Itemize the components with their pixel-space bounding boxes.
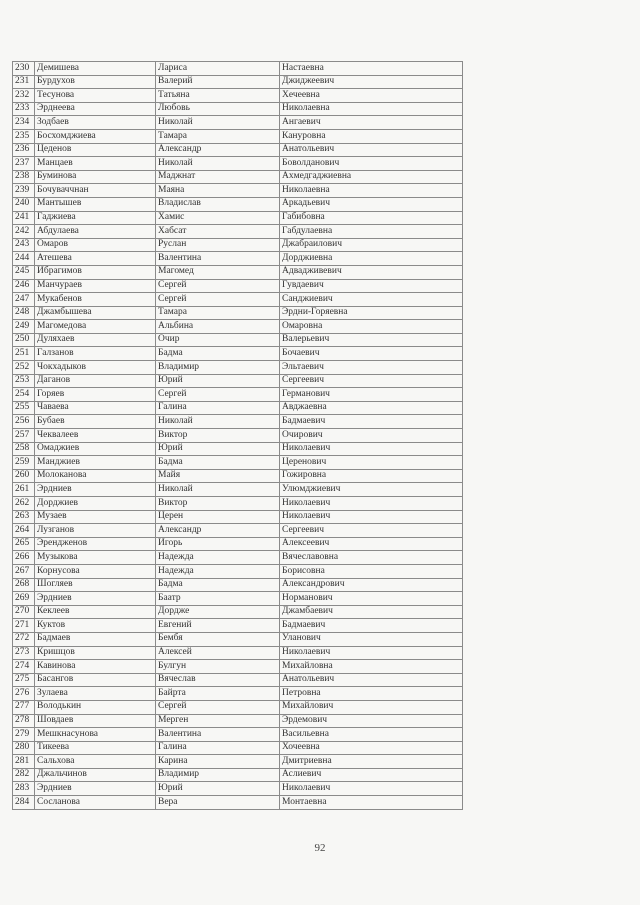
last-name-cell: Гаджиева (35, 211, 156, 225)
row-number-cell: 284 (13, 796, 35, 810)
last-name-cell: Кавинова (35, 660, 156, 674)
first-name-cell: Сергей (156, 293, 280, 307)
table-row (13, 605, 463, 619)
patronymic-cell: Николаевна (280, 102, 463, 116)
first-name-cell: Сергей (156, 700, 280, 714)
row-number-cell: 241 (13, 211, 35, 225)
row-number-cell: 259 (13, 456, 35, 470)
table-row (13, 75, 463, 89)
table-row (13, 673, 463, 687)
table-row (13, 320, 463, 334)
row-number-cell: 251 (13, 347, 35, 361)
patronymic-cell: Джамбаевич (280, 605, 463, 619)
patronymic-cell: Германович (280, 388, 463, 402)
last-name-cell: Чеквалеев (35, 429, 156, 443)
row-number-cell: 257 (13, 429, 35, 443)
table-row (13, 592, 463, 606)
last-name-cell: Омаджиев (35, 442, 156, 456)
patronymic-cell: Джиджеевич (280, 75, 463, 89)
patronymic-cell: Гожировна (280, 469, 463, 483)
first-name-cell: Владислав (156, 197, 280, 211)
first-name-cell: Юрий (156, 374, 280, 388)
row-number-cell: 268 (13, 578, 35, 592)
first-name-cell: Сергей (156, 279, 280, 293)
last-name-cell: Мукабенов (35, 293, 156, 307)
row-number-cell: 248 (13, 306, 35, 320)
patronymic-cell: Эрдемович (280, 714, 463, 728)
last-name-cell: Манчураев (35, 279, 156, 293)
first-name-cell: Бадма (156, 347, 280, 361)
first-name-cell: Тамара (156, 129, 280, 143)
table-row (13, 782, 463, 796)
table-row (13, 551, 463, 565)
table-row (13, 265, 463, 279)
last-name-cell: Босхомджиева (35, 129, 156, 143)
table-row (13, 768, 463, 782)
patronymic-cell: Гувдаевич (280, 279, 463, 293)
row-number-cell: 265 (13, 537, 35, 551)
last-name-cell: Володькин (35, 700, 156, 714)
last-name-cell: Бочуваччнан (35, 184, 156, 198)
first-name-cell: Баатр (156, 592, 280, 606)
patronymic-cell: Анатольевич (280, 143, 463, 157)
first-name-cell: Надежда (156, 564, 280, 578)
patronymic-cell: Настаевна (280, 62, 463, 76)
patronymic-cell: Церенович (280, 456, 463, 470)
table-row (13, 170, 463, 184)
last-name-cell: Эрдниев (35, 782, 156, 796)
last-name-cell: Эрдниев (35, 483, 156, 497)
patronymic-cell: Кануровна (280, 129, 463, 143)
last-name-cell: Магомедова (35, 320, 156, 334)
first-name-cell: Вера (156, 796, 280, 810)
last-name-cell: Кеклеев (35, 605, 156, 619)
table-row (13, 197, 463, 211)
first-name-cell: Руслан (156, 238, 280, 252)
first-name-cell: Любовь (156, 102, 280, 116)
patronymic-cell: Ахмедгаджиевна (280, 170, 463, 184)
patronymic-cell: Васильевна (280, 728, 463, 742)
table-row (13, 687, 463, 701)
last-name-cell: Горяев (35, 388, 156, 402)
patronymic-cell: Норманович (280, 592, 463, 606)
patronymic-cell: Николаевич (280, 497, 463, 511)
row-number-cell: 237 (13, 157, 35, 171)
first-name-cell: Надежда (156, 551, 280, 565)
patronymic-cell: Монтаевна (280, 796, 463, 810)
last-name-cell: Мешкнасунова (35, 728, 156, 742)
table-row (13, 796, 463, 810)
last-name-cell: Молоканова (35, 469, 156, 483)
last-name-cell: Зулаева (35, 687, 156, 701)
last-name-cell: Корнусова (35, 564, 156, 578)
row-number-cell: 249 (13, 320, 35, 334)
table-row (13, 184, 463, 198)
row-number-cell: 269 (13, 592, 35, 606)
table-row (13, 211, 463, 225)
first-name-cell: Бадма (156, 456, 280, 470)
patronymic-cell: Бадмаевич (280, 415, 463, 429)
patronymic-cell: Анатольевич (280, 673, 463, 687)
patronymic-cell: Бочаевич (280, 347, 463, 361)
first-name-cell: Валерий (156, 75, 280, 89)
row-number-cell: 280 (13, 741, 35, 755)
row-number-cell: 262 (13, 497, 35, 511)
patronymic-cell: Дорджиевна (280, 252, 463, 266)
first-name-cell: Виктор (156, 497, 280, 511)
patronymic-cell: Хечеевна (280, 89, 463, 103)
row-number-cell: 232 (13, 89, 35, 103)
last-name-cell: Бубаев (35, 415, 156, 429)
patronymic-cell: Аркадьевич (280, 197, 463, 211)
first-name-cell: Майя (156, 469, 280, 483)
patronymic-cell: Ангаевич (280, 116, 463, 130)
table-row (13, 225, 463, 239)
row-number-cell: 261 (13, 483, 35, 497)
patronymic-cell: Санджиевич (280, 293, 463, 307)
table-row (13, 469, 463, 483)
first-name-cell: Игорь (156, 537, 280, 551)
last-name-cell: Дорджиев (35, 497, 156, 511)
row-number-cell: 279 (13, 728, 35, 742)
page-number: 92 (314, 842, 326, 854)
table-row (13, 524, 463, 538)
table-row (13, 116, 463, 130)
first-name-cell: Мерген (156, 714, 280, 728)
row-number-cell: 239 (13, 184, 35, 198)
last-name-cell: Бурдухов (35, 75, 156, 89)
row-number-cell: 240 (13, 197, 35, 211)
last-name-cell: Галзанов (35, 347, 156, 361)
first-name-cell: Евгений (156, 619, 280, 633)
last-name-cell: Эрдниев (35, 592, 156, 606)
last-name-cell: Зодбаев (35, 116, 156, 130)
table-row (13, 537, 463, 551)
first-name-cell: Александр (156, 524, 280, 538)
row-number-cell: 255 (13, 401, 35, 415)
first-name-cell: Вячеслав (156, 673, 280, 687)
row-number-cell: 273 (13, 646, 35, 660)
table-row (13, 143, 463, 157)
patronymic-cell: Эльтаевич (280, 361, 463, 375)
row-number-cell: 236 (13, 143, 35, 157)
last-name-cell: Кришцов (35, 646, 156, 660)
table-row (13, 728, 463, 742)
row-number-cell: 253 (13, 374, 35, 388)
first-name-cell: Валентина (156, 252, 280, 266)
table-row (13, 62, 463, 76)
table-row (13, 646, 463, 660)
table-row (13, 456, 463, 470)
row-number-cell: 235 (13, 129, 35, 143)
first-name-cell: Николай (156, 157, 280, 171)
patronymic-cell: Габибовна (280, 211, 463, 225)
patronymic-cell: Борисовна (280, 564, 463, 578)
table-row (13, 238, 463, 252)
last-name-cell: Лузганов (35, 524, 156, 538)
row-number-cell: 256 (13, 415, 35, 429)
row-number-cell: 250 (13, 333, 35, 347)
patronymic-cell: Николаевич (280, 646, 463, 660)
row-number-cell: 230 (13, 62, 35, 76)
last-name-cell: Абдулаева (35, 225, 156, 239)
table-row (13, 306, 463, 320)
patronymic-cell: Уланович (280, 632, 463, 646)
last-name-cell: Манджиев (35, 456, 156, 470)
last-name-cell: Омаров (35, 238, 156, 252)
last-name-cell: Тесунова (35, 89, 156, 103)
row-number-cell: 270 (13, 605, 35, 619)
row-number-cell: 243 (13, 238, 35, 252)
patronymic-cell: Николаевна (280, 184, 463, 198)
row-number-cell: 278 (13, 714, 35, 728)
last-name-cell: Ибрагимов (35, 265, 156, 279)
last-name-cell: Сальхова (35, 755, 156, 769)
last-name-cell: Атешева (35, 252, 156, 266)
first-name-cell: Хабсат (156, 225, 280, 239)
table-row (13, 564, 463, 578)
row-number-cell: 252 (13, 361, 35, 375)
last-name-cell: Шогляев (35, 578, 156, 592)
first-name-cell: Маджнат (156, 170, 280, 184)
row-number-cell: 282 (13, 768, 35, 782)
patronymic-cell: Хочеевна (280, 741, 463, 755)
first-name-cell: Карина (156, 755, 280, 769)
last-name-cell: Мантышев (35, 197, 156, 211)
row-number-cell: 254 (13, 388, 35, 402)
patronymic-cell: Аслиевич (280, 768, 463, 782)
first-name-cell: Николай (156, 415, 280, 429)
table-row (13, 388, 463, 402)
table-row (13, 347, 463, 361)
row-number-cell: 244 (13, 252, 35, 266)
last-name-cell: Эрднеева (35, 102, 156, 116)
patronymic-cell: Боволданович (280, 157, 463, 171)
patronymic-cell: Николаевич (280, 782, 463, 796)
patronymic-cell: Петровна (280, 687, 463, 701)
patronymic-cell: Адвадживевич (280, 265, 463, 279)
table-row (13, 714, 463, 728)
patronymic-cell: Валерьевич (280, 333, 463, 347)
last-name-cell: Джамбышева (35, 306, 156, 320)
first-name-cell: Николай (156, 483, 280, 497)
patronymic-cell: Авджаевна (280, 401, 463, 415)
roster-body (13, 62, 463, 810)
table-row (13, 632, 463, 646)
patronymic-cell: Сергеевич (280, 524, 463, 538)
first-name-cell: Галина (156, 401, 280, 415)
patronymic-cell: Вячеславовна (280, 551, 463, 565)
first-name-cell: Юрий (156, 442, 280, 456)
row-number-cell: 274 (13, 660, 35, 674)
last-name-cell: Музыкова (35, 551, 156, 565)
row-number-cell: 233 (13, 102, 35, 116)
row-number-cell: 275 (13, 673, 35, 687)
last-name-cell: Джальчинов (35, 768, 156, 782)
first-name-cell: Галина (156, 741, 280, 755)
last-name-cell: Буминова (35, 170, 156, 184)
row-number-cell: 281 (13, 755, 35, 769)
last-name-cell: Цеденов (35, 143, 156, 157)
last-name-cell: Дуляхаев (35, 333, 156, 347)
row-number-cell: 277 (13, 700, 35, 714)
table-row (13, 401, 463, 415)
table-row (13, 415, 463, 429)
first-name-cell: Маяна (156, 184, 280, 198)
row-number-cell: 267 (13, 564, 35, 578)
first-name-cell: Николай (156, 116, 280, 130)
first-name-cell: Виктор (156, 429, 280, 443)
table-row (13, 700, 463, 714)
row-number-cell: 263 (13, 510, 35, 524)
row-number-cell: 234 (13, 116, 35, 130)
last-name-cell: Тикеева (35, 741, 156, 755)
last-name-cell: Даганов (35, 374, 156, 388)
table-row (13, 361, 463, 375)
patronymic-cell: Дмитриевна (280, 755, 463, 769)
row-number-cell: 272 (13, 632, 35, 646)
row-number-cell: 242 (13, 225, 35, 239)
first-name-cell: Булгун (156, 660, 280, 674)
table-row (13, 293, 463, 307)
table-row (13, 660, 463, 674)
last-name-cell: Демишева (35, 62, 156, 76)
patronymic-cell: Михайлович (280, 700, 463, 714)
first-name-cell: Алексей (156, 646, 280, 660)
patronymic-cell: Джабраилович (280, 238, 463, 252)
first-name-cell: Магомед (156, 265, 280, 279)
patronymic-cell: Габдулаевна (280, 225, 463, 239)
row-number-cell: 283 (13, 782, 35, 796)
patronymic-cell: Очирович (280, 429, 463, 443)
last-name-cell: Басангов (35, 673, 156, 687)
row-number-cell: 264 (13, 524, 35, 538)
table-row (13, 279, 463, 293)
row-number-cell: 247 (13, 293, 35, 307)
patronymic-cell: Улюмджиевич (280, 483, 463, 497)
last-name-cell: Чокхадыков (35, 361, 156, 375)
row-number-cell: 266 (13, 551, 35, 565)
row-number-cell: 231 (13, 75, 35, 89)
patronymic-cell: Бадмаевич (280, 619, 463, 633)
patronymic-cell: Николаевич (280, 510, 463, 524)
table-row (13, 510, 463, 524)
first-name-cell: Байрта (156, 687, 280, 701)
table-row (13, 741, 463, 755)
row-number-cell: 258 (13, 442, 35, 456)
first-name-cell: Бадма (156, 578, 280, 592)
row-number-cell: 260 (13, 469, 35, 483)
roster-table (12, 61, 463, 810)
last-name-cell: Чаваева (35, 401, 156, 415)
table-row (13, 89, 463, 103)
last-name-cell: Сосланова (35, 796, 156, 810)
row-number-cell: 246 (13, 279, 35, 293)
first-name-cell: Хамис (156, 211, 280, 225)
first-name-cell: Александр (156, 143, 280, 157)
table-row (13, 333, 463, 347)
last-name-cell: Куктов (35, 619, 156, 633)
first-name-cell: Валентина (156, 728, 280, 742)
table-row (13, 102, 463, 116)
last-name-cell: Шовдаев (35, 714, 156, 728)
row-number-cell: 245 (13, 265, 35, 279)
patronymic-cell: Сергеевич (280, 374, 463, 388)
patronymic-cell: Александрович (280, 578, 463, 592)
first-name-cell: Дордже (156, 605, 280, 619)
table-row (13, 483, 463, 497)
first-name-cell: Владимир (156, 768, 280, 782)
last-name-cell: Бадмаев (35, 632, 156, 646)
table-row (13, 578, 463, 592)
first-name-cell: Тамара (156, 306, 280, 320)
last-name-cell: Манцаев (35, 157, 156, 171)
first-name-cell: Татьяна (156, 89, 280, 103)
table-row (13, 442, 463, 456)
table-row (13, 429, 463, 443)
patronymic-cell: Николаевич (280, 442, 463, 456)
row-number-cell: 271 (13, 619, 35, 633)
last-name-cell: Эрендженов (35, 537, 156, 551)
last-name-cell: Музаев (35, 510, 156, 524)
table-row (13, 619, 463, 633)
first-name-cell: Юрий (156, 782, 280, 796)
first-name-cell: Альбина (156, 320, 280, 334)
first-name-cell: Сергей (156, 388, 280, 402)
patronymic-cell: Михайловна (280, 660, 463, 674)
table-row (13, 374, 463, 388)
table-row (13, 129, 463, 143)
row-number-cell: 238 (13, 170, 35, 184)
first-name-cell: Очир (156, 333, 280, 347)
table-row (13, 755, 463, 769)
first-name-cell: Лариса (156, 62, 280, 76)
patronymic-cell: Алексеевич (280, 537, 463, 551)
first-name-cell: Церен (156, 510, 280, 524)
first-name-cell: Владимир (156, 361, 280, 375)
first-name-cell: Бембя (156, 632, 280, 646)
table-row (13, 497, 463, 511)
table-row (13, 252, 463, 266)
table-row (13, 157, 463, 171)
patronymic-cell: Эрдни-Горяевна (280, 306, 463, 320)
row-number-cell: 276 (13, 687, 35, 701)
patronymic-cell: Омаровна (280, 320, 463, 334)
